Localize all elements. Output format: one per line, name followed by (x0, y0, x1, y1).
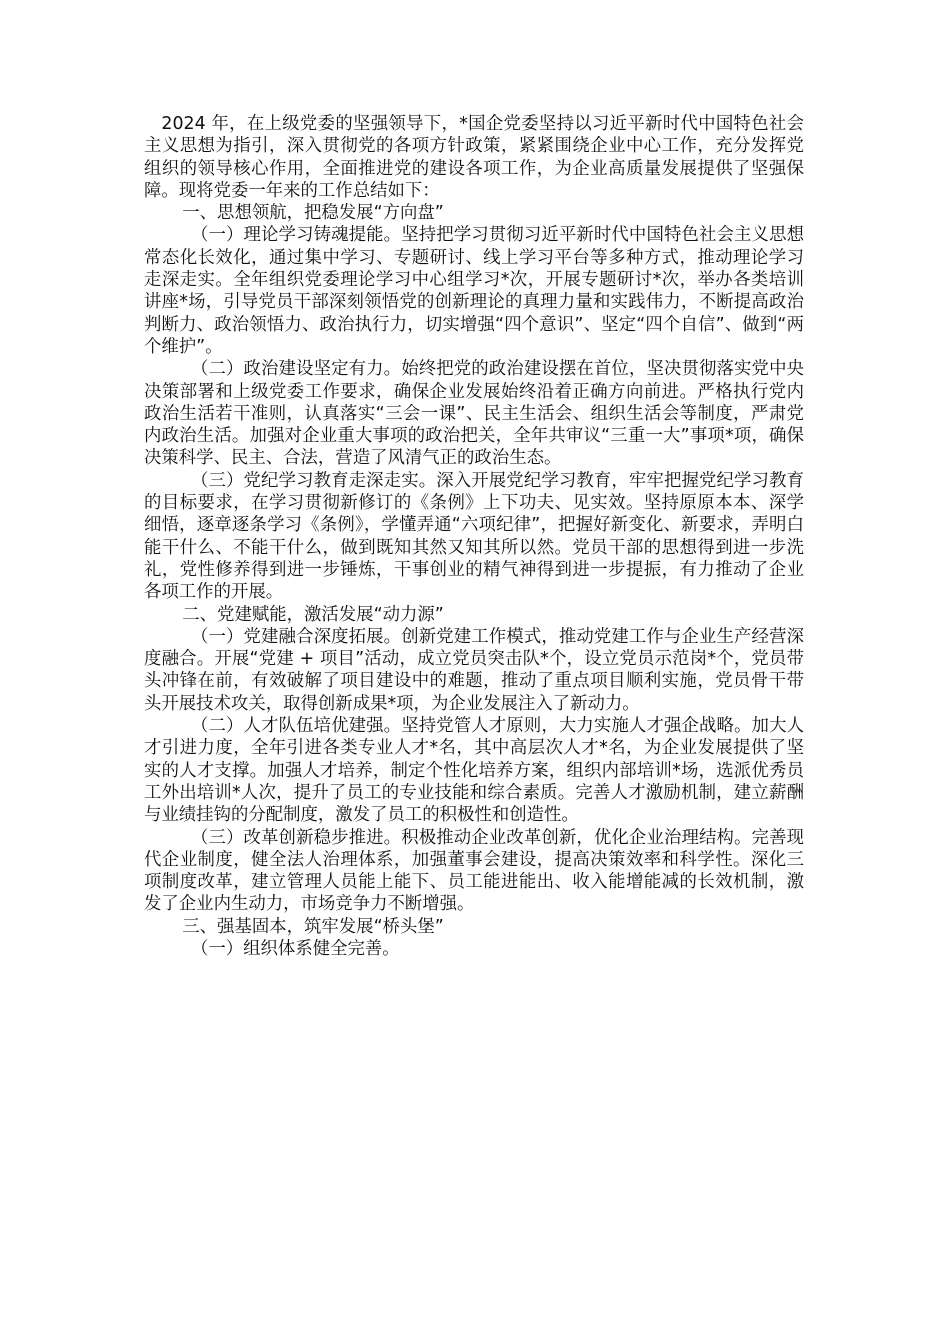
document-body (144, 113, 804, 960)
section-2-item-1: （一）党建融合深度拓展。创新党建工作模式，推动党建工作与企业生产经营深度融合。开展“党建 + 项目”活动，成立党员突击队*个，设立党员示范岗*个，党员带头冲锋在前，有效破解了项目建设中的难题，推动了重点项目顺利实施，党员骨干带头开展技术攻关，取得创新成果*项，为企业发展注入了新动力。 (144, 626, 804, 714)
intro-paragraph: 2024 年，在上级党委的坚强领导下，*国企党委坚持以习近平新时代中国特色社会主义思想为指引，深入贯彻党的各项方针政策，紧紧围绕企业中心工作，充分发挥党组织的领导核心作用，全面推进党的建设各项工作，为企业高质量发展提供了坚强保障。现将党委一年来的工作总结如下： (144, 114, 804, 201)
section-1-item-2: （二）政治建设坚定有力。始终把党的政治建设摆在首位，坚决贯彻落实党中央决策部署和上级党委工作要求，确保企业发展始终沿着正确方向前进。严格执行党内政治生活若干准则，认真落实“三会一课”、民主生活会、组织生活会等制度，严肃党内政治生活。加强对企业重大事项的政治把关，全年共审议“三重一大”事项*项，确保决策科学、民主、合法，营造了风清气正的政治生态。 (144, 359, 804, 469)
section-heading-3: 三、强基固本，筑牢发展“桥头堡” (182, 916, 444, 937)
section-1-item-1: （一）理论学习铸魂提能。坚持把学习贯彻习近平新时代中国特色社会主义思想常态化长效化，通过集中学习、专题研讨、线上学习平台等多种方式，推动理论学习走深走实。全年组织党委理论学习中心组学习*次，开展专题研讨*次，举办各类培训讲座*场，引导党员干部深刻领悟党的创新理论的真理力量和实践伟力，不断提高政治判断力、政治领悟力、政治执行力，切实增强“四个意识”、坚定“四个自信”、做到“两个维护”。 (144, 225, 804, 357)
section-2-item-2: （二）人才队伍培优建强。坚持党管人才原则，大力实施人才强企战略。加大人才引进力度，全年引进各类专业人才*名，其中高层次人才*名，为企业发展提供了坚实的人才支撑。加强人才培养，制定个性化培养方案，组织内部培训*场，选派优秀员工外出培训*人次，提升了员工的专业技能和综合素质。完善人才激励机制，建立薪酬与业绩挂钩的分配制度，激发了员工的积极性和创造性。 (144, 716, 804, 826)
section-heading-2: 二、党建赋能，激活发展“动力源” (182, 604, 444, 625)
section-heading-1: 一、思想领航，把稳发展“方向盘” (182, 203, 444, 224)
section-2-item-3: （三）改革创新稳步推进。积极推动企业改革创新，优化企业治理结构。完善现代企业制度，健全法人治理体系，加强董事会建设，提高决策效率和科学性。深化三项制度改革，建立管理人员能上能下、员工能进能出、收入能增能减的长效机制，激发了企业内生动力，市场竞争力不断增强。 (144, 827, 804, 915)
section-1-item-3: （三）党纪学习教育走深走实。深入开展党纪学习教育，牢牢把握党纪学习教育的目标要求，在学习贯彻新修订的《条例》上下功夫、见实效。坚持原原本本、深学细悟，逐章逐条学习《条例》，学懂弄通“六项纪律”，把握好新变化、新要求，弄明白能干什么、不能干什么，做到既知其然又知其所以然。党员干部的思想得到进一步洗礼，党性修养得到进一步锤炼，干事创业的精气神得到进一步提振，有力推动了企业各项工作的开展。 (144, 470, 804, 603)
section-3-item-1: （一）组织体系健全完善。 (190, 938, 400, 959)
